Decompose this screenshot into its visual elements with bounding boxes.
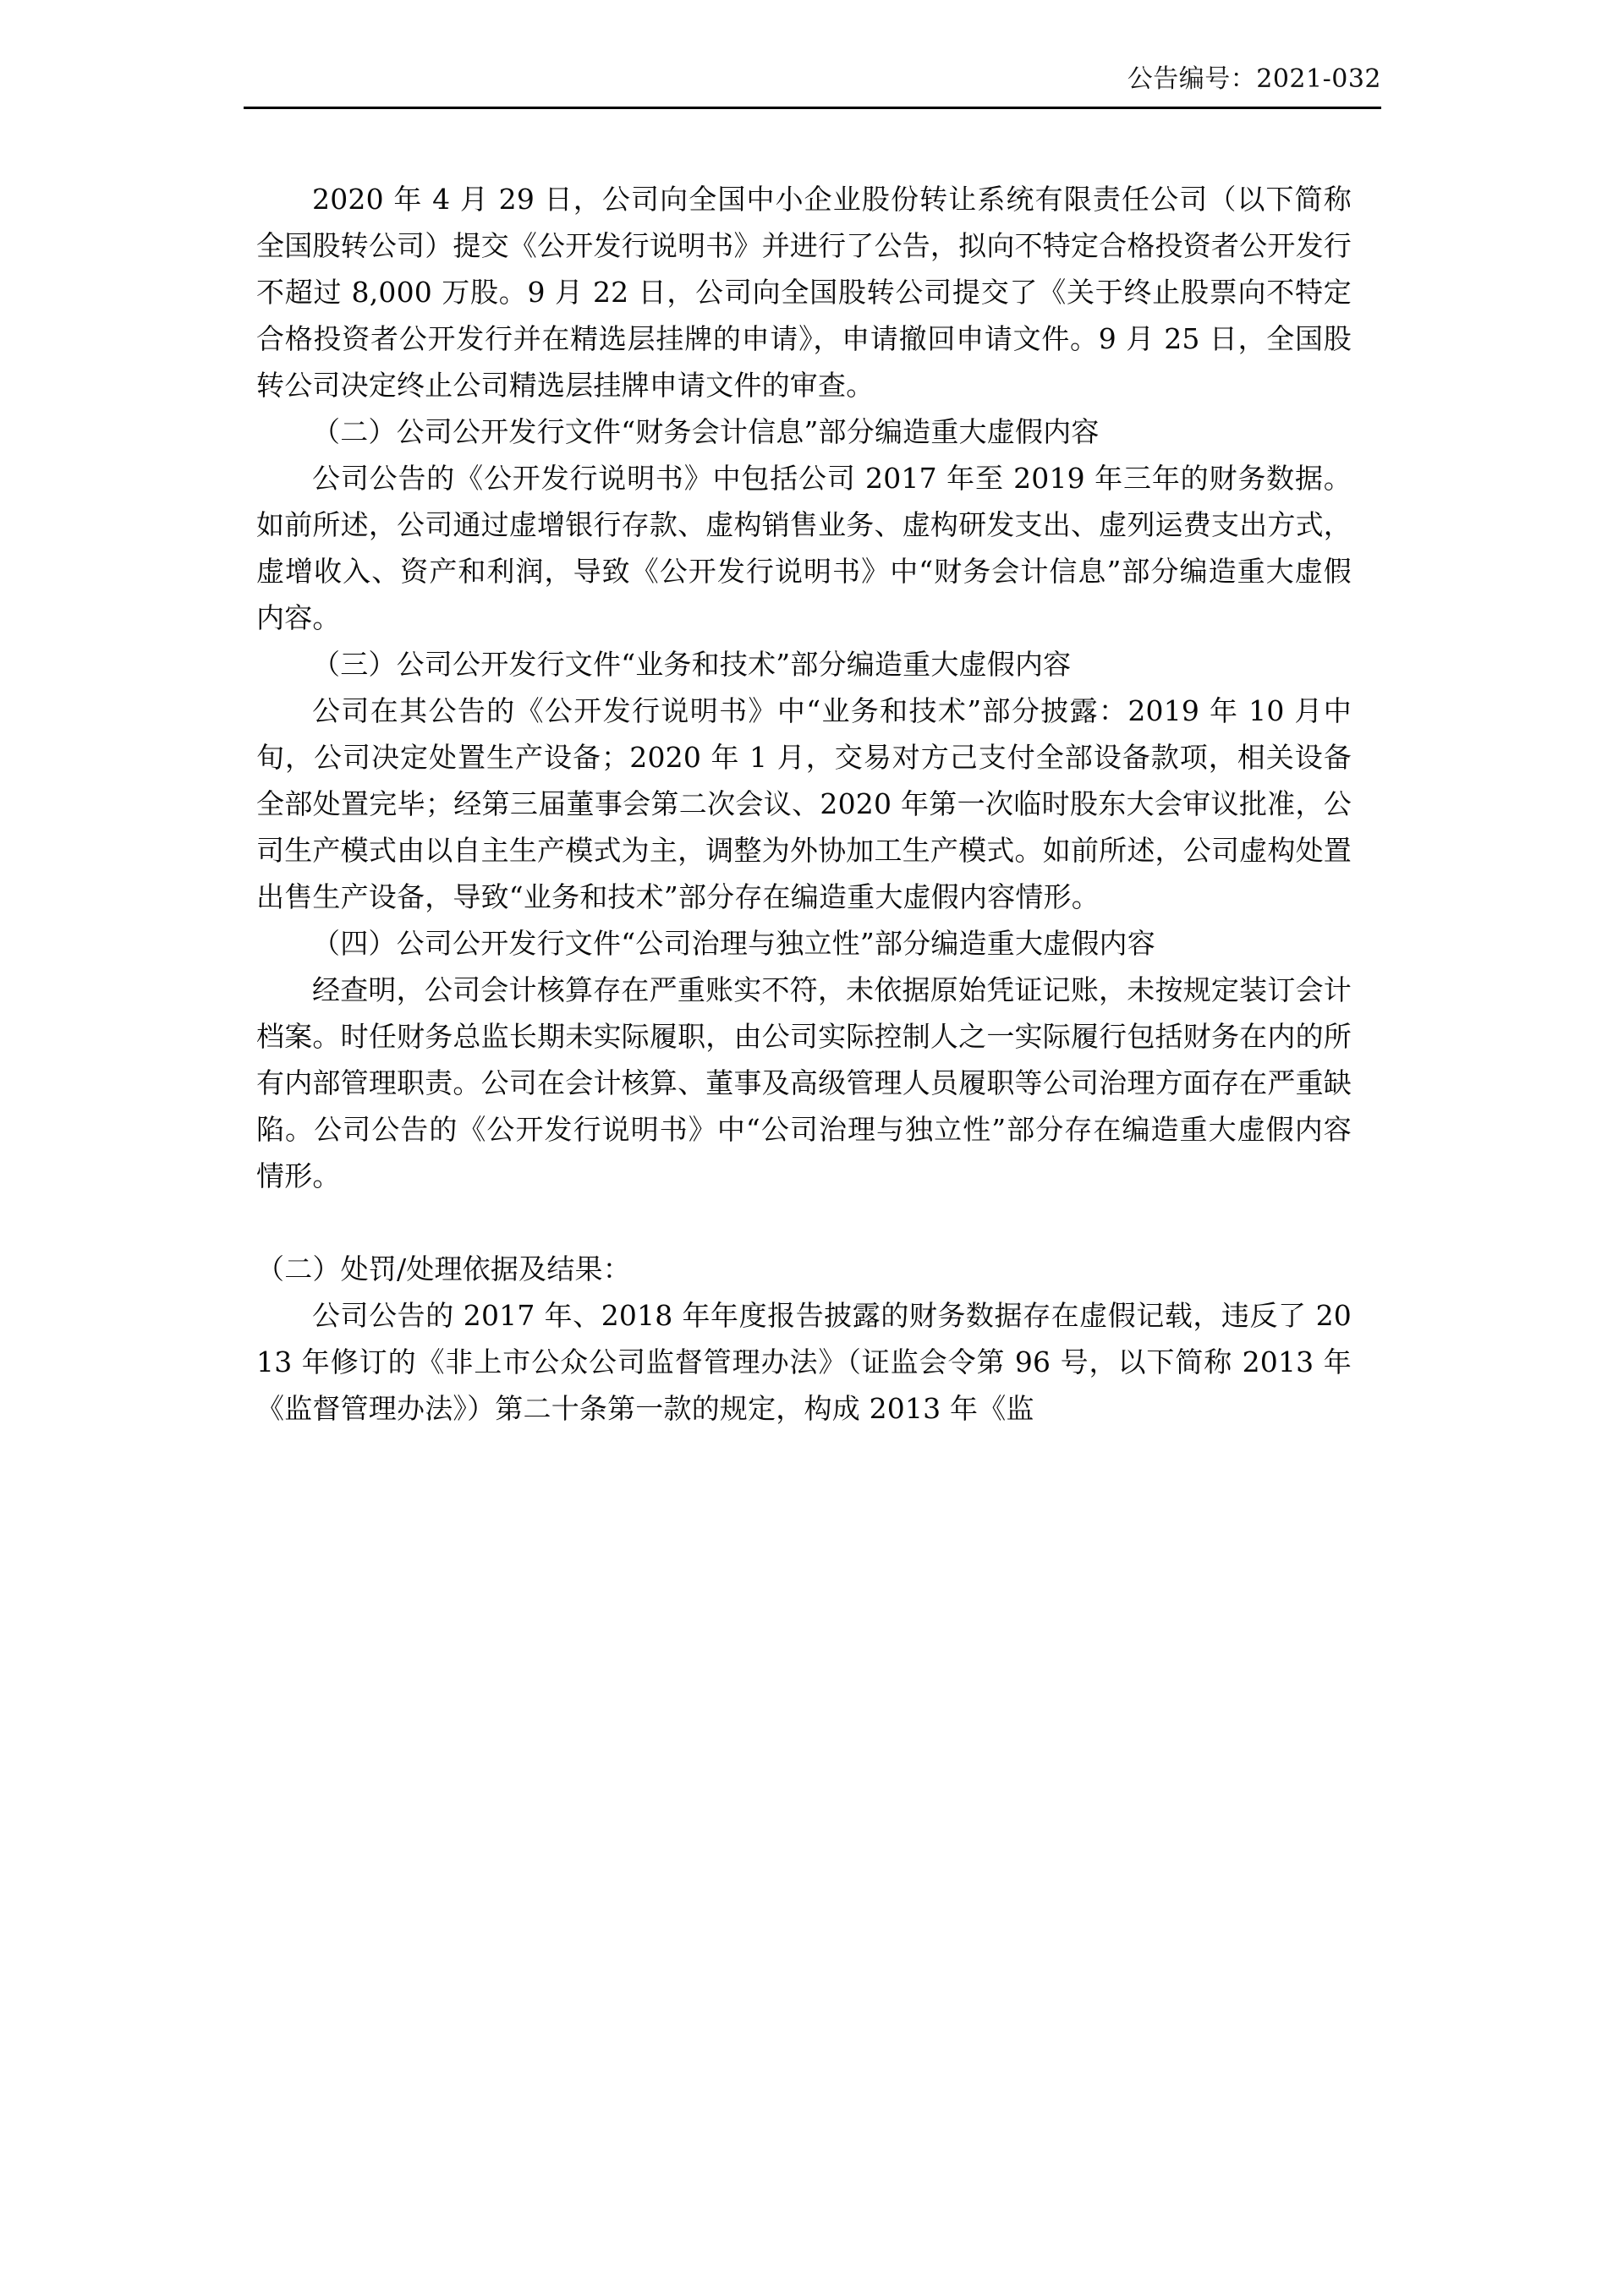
paragraph-heading-penalty: （二）处罚/处理依据及结果： (256, 1252, 631, 1285)
paragraph-7: 经查明，公司会计核算存在严重账实不符，未依据原始凭证记账，未按规定装订会计档案。时任财务总监长期未实际履职，由公司实际控制人之一实际履行包括财务在内的所有内部管理职责。公司在会计核算、董事及高级管理人员履职等公司治理方面存在严重缺陷。公司公告的《公开发行说明书》中“公司治理与独立性”部分存在编造重大虚假内容情形。 (256, 973, 1352, 1192)
paragraph-1: 2020 年 4 月 29 日，公司向全国中小企业股份转让系统有限责任公司（以下简称全国股转公司）提交《公开发行说明书》并进行了公告，拟向不特定合格投资者公开发行不超过 8,000 万股。9 月 22 日，公司向全国股转公司提交了《关于终止股票向不特定合格投资者公开发行并在精选层挂牌的申请》，申请撤回申请文件。9 月 25 日，全国股转公司决定终止公司精选层挂牌申请文件的审查。 (256, 183, 1352, 402)
paragraph-heading-3: （三）公司公开发行文件“业务和技术”部分编造重大虚假内容 (312, 648, 1072, 681)
paragraph-9: 公司公告的 2017 年、2018 年年度报告披露的财务数据存在虚假记载，违反了 2013 年修订的《非上市公众公司监督管理办法》（证监会令第 96 号，以下简称 2013 年《监督管理办法》）第二十条第一款的规定，构成 2013 年《监 (256, 1299, 1352, 1425)
section-spacer (256, 1199, 1352, 1246)
paragraph-5: 公司在其公告的《公开发行说明书》中“业务和技术”部分披露：2019 年 10 月中旬，公司决定处置生产设备；2020 年 1 月，交易对方己支付全部设备款项，相关设备全部处置完毕；经第三届董事会第二次会议、2020 年第一次临时股东大会审议批准，公司生产模式由以自主生产模式为主，调整为外协加工生产模式。如前所述，公司虚构处置出售生产设备，导致“业务和技术”部分存在编造重大虚假内容情形。 (256, 694, 1352, 913)
page-header (244, 61, 1381, 109)
paragraph-heading-4: （四）公司公开发行文件“公司治理与独立性”部分编造重大虚假内容 (312, 927, 1155, 960)
announcement-number: 公告编号：2021-032 (1127, 64, 1381, 94)
paragraph-3: 公司公告的《公开发行说明书》中包括公司 2017 年至 2019 年三年的财务数据。如前所述，公司通过虚增银行存款、虚构销售业务、虚构研发支出、虚列运费支出方式，虚增收入、资产和利润，导致《公开发行说明书》中“财务会计信息”部分编造重大虚假内容。 (256, 462, 1352, 634)
header-divider (244, 107, 1381, 109)
paragraph-heading-2: （二）公司公开发行文件“财务会计信息”部分编造重大虚假内容 (312, 415, 1100, 448)
document-body (256, 176, 1352, 1432)
